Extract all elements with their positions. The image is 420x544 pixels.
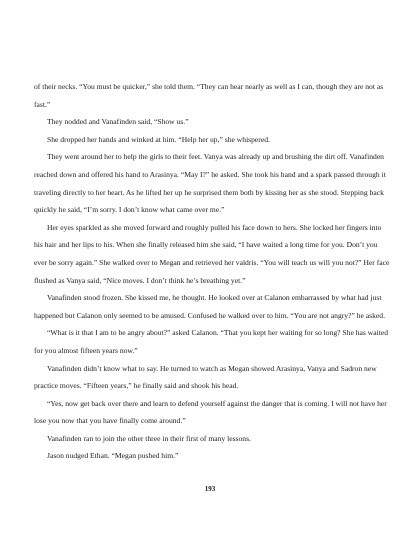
paragraph: “Yes, now get back over there and learn to defend yourself against the danger that is coming. I will not have her lose you now that you have finally come around.”: [34, 398, 387, 426]
paragraph: Jason nudged Ethan. “Megan pushed him.”: [47, 451, 179, 461]
paragraph: Her eyes sparkled as she moved forward and roughly pulled his face down to hers. She locked her fingers into his hair and her lips to his. When she finally released him she said, “I have waited a long time for you. Don’t you ever be sorry again.” She walked over to Megan and retrieved her valdris. “You will teach us will you not?” Her face flushed as Vanya said, “Nice moves. I don’t think he’s breathing yet.”: [34, 222, 390, 285]
paragraph: Vanafinden ran to join the other three in their first of many lessons.: [47, 433, 251, 443]
body-text: [34, 78, 390, 465]
paragraph: of their necks. “You must be quicker,” she told them. “They can hear nearly as well as I can, though they are not as fast.”: [34, 82, 384, 109]
paragraph: Vanafinden didn’t know what to say. He turned to watch as Megan showed Arasinya, Vanya and Sadron new practice moves. “Fifteen years,” he finally said and shook his head.: [34, 363, 377, 391]
paragraph: She dropped her hands and winked at him. “Help her up,” she whispered.: [47, 134, 270, 144]
paragraph: They nodded and Vanafinden said, “Show us.”: [47, 117, 189, 127]
paragraph: They went around her to help the girls to their feet. Vanya was already up and brushing the dirt off. Vanafinden reached down and offered his hand to Arasinya. “May I?” he asked. She took his hand and a spark passed through it traveling directly to her heart. As he lifted her up he surprised them both by kissing her as she stood. Stepping back quickly he said, “I’m sorry. I don’t know what came over me.”: [34, 152, 386, 215]
page-number: 193: [204, 485, 216, 493]
paragraph: “What is it that I am to be angry about?” asked Calanon. “That you kept her waiting for so long? She has waited for you almost fifteen years now.”: [34, 328, 388, 355]
paragraph: Vanafinden stood frozen. She kissed me, he thought. He looked over at Calanon embarrassed by what had just happened but Calanon only seemed to be amused. Confused he walked over to him. “You are not angry?” he asked.: [34, 293, 385, 320]
